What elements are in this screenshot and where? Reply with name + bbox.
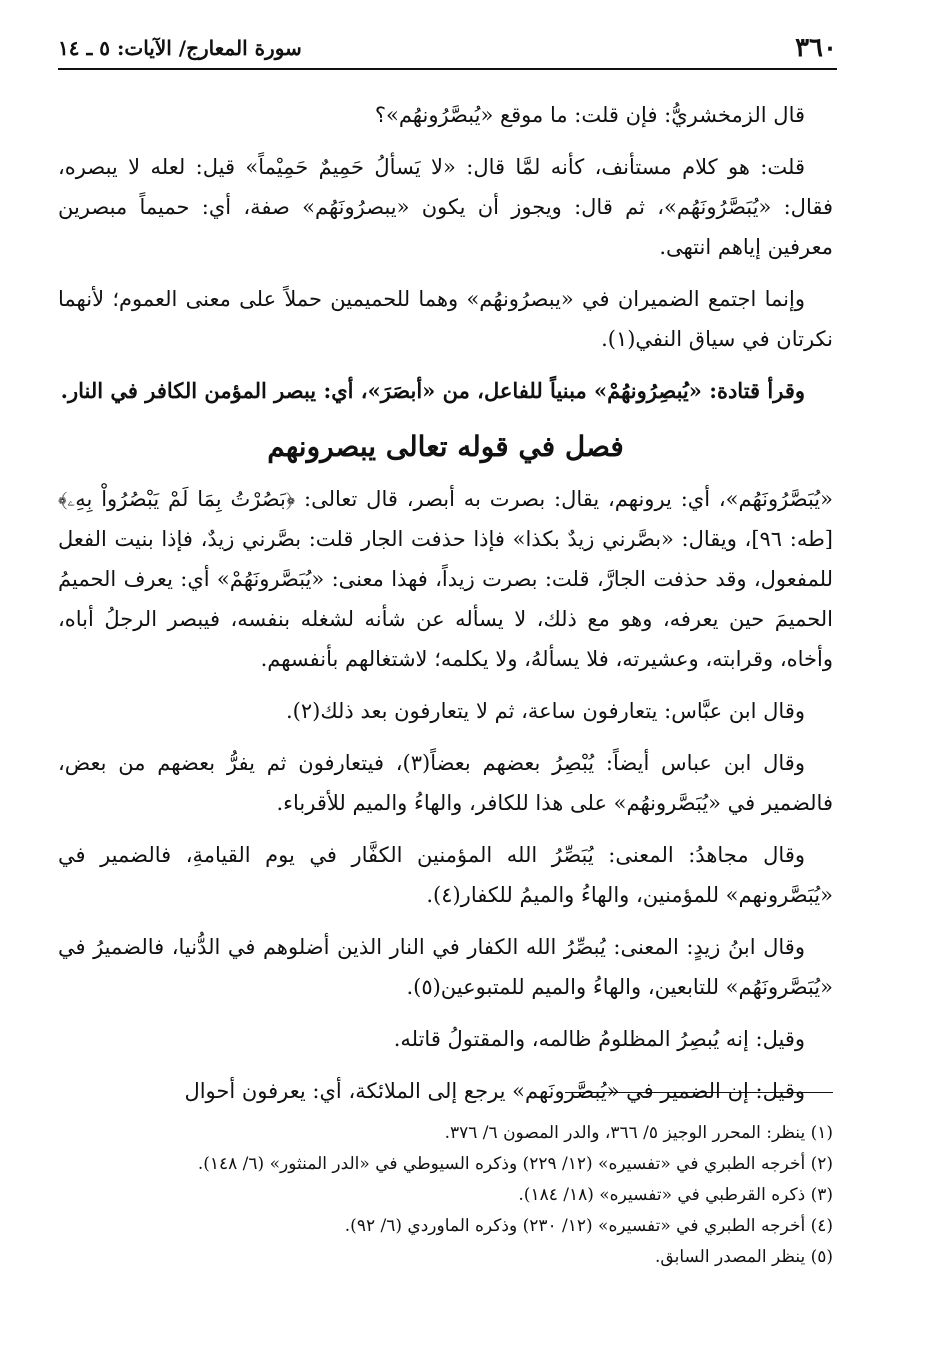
- paragraph-mujahid: وقال مجاهدُ: المعنى: يُبَصِّرُ الله المؤمنين الكفَّار في يوم القيامةِ، فالضمير في «يُبَصَّرونهم» للمؤمنين، والهاءُ والميمُ للكفار(٤).: [58, 843, 833, 907]
- paragraph-ibn-abbas-2: وقال ابن عباس أيضاً: يُبْصِرُ بعضهم بعضاً(٣)، فيتعارفون ثم يفرُّ بعضهم من بعض، فالضمير في «يُبَصَّرونهُم» على هذا للكافر، والهاءُ والميم للأقرباء.: [58, 751, 833, 815]
- footnote-3: (٣) ذكره القرطبي في «تفسيره» (١٨/ ١٨٤).: [518, 1185, 833, 1205]
- paragraph-pronouns: وإنما اجتمع الضميران في «يبصرُونهُم» وهما للحميمين حملاً على معنى العموم؛ لأنهما نكرتان في سياق النفي(١).: [58, 287, 833, 351]
- footnote-separator: [565, 1092, 833, 1093]
- paragraph-answer: قلت: هو كلام مستأنف، كأنه لمَّا قال: «لا يَسألُ حَمِيمٌ حَمِيْماً» قيل: لعله لا يبصره، فقال: «يُبَصَّرُونَهُم»، ثم قال: ويجوز أن يكون «يبصرُونَهُم» صفة، أي: حميماً مبصرين معرفين إياهم انتهى.: [58, 155, 833, 259]
- paragraph-ibn-abbas-1: وقال ابن عبَّاس: يتعارفون ساعة، ثم لا يتعارفون بعد ذلك(٢).: [285, 699, 805, 723]
- page-body: [58, 95, 833, 1123]
- paragraph-zamakhshari: قال الزمخشريُّ: فإن قلت: ما موقع «يُبصَّرُونهُم»؟: [374, 103, 805, 127]
- page-number: ٣٦٠: [795, 33, 837, 63]
- page-header: [58, 28, 837, 70]
- paragraph-oppressed: وقيل: إنه يُبصِرُ المظلومُ ظالمه، والمقتولُ قاتله.: [393, 1027, 805, 1051]
- footnote-5: (٥) ينظر المصدر السابق.: [655, 1247, 833, 1267]
- running-title: سورة المعارج/ الآيات: ٥ ـ ١٤: [58, 36, 302, 60]
- footnote-4: (٤) أخرجه الطبري في «تفسيره» (١٢/ ٢٣٠) وذكره الماوردي (٦/ ٩٢).: [344, 1216, 833, 1236]
- paragraph-ibn-zayd: وقال ابنُ زيدٍ: المعنى: يُبصِّرُ الله الكفار في النار الذين أضلوهم في الدُّنيا، فالضميرُ في «يُبَصَّرونَهُم» للتابعين، والهاءُ والميم للمتبوعين(٥).: [58, 935, 833, 999]
- footnote-2: (٢) أخرجه الطبري في «تفسيره» (١٢/ ٢٢٩) وذكره السيوطي في «الدر المنثور» (٦/ ١٤٨).: [197, 1154, 833, 1174]
- paragraph-angels: وقيل: إن الضمير في «يُبصَّرونَهم» يرجع إلى الملائكة، أي: يعرفون أحوال: [184, 1079, 805, 1103]
- footnote-1: (١) ينظر: المحرر الوجيز ٥/ ٣٦٦، والدر المصون ٦/ ٣٧٦.: [444, 1123, 833, 1143]
- paragraph-meaning: «يُبَصَّرُونَهُم»، أي: يرونهم، يقال: بصرت به أبصر، قال تعالى: ﴿بَصُرْتُ بِمَا لَمْ يَبْصُرُواْ بِهِۦ﴾ [طه: ٩٦]، ويقال: «بصَّرني زيدٌ بكذا» فإذا حذفت الجار قلت: بصَّرني زيدٌ، فإذا بنيت الفعل للمفعول، وقد حذفت الجارَّ، قلت: بصرت زيداً، فهذا معنى: «يُبَصَّرونَهُمْ» أي: يعرف الحميمُ الحميمَ حين يعرفه، وهو مع ذلك، لا يسأله عن شأنه لشغله بنفسه، فيبصر الرجلُ أباه، وأخاه، وقرابته، وعشيرته، فلا يسألهُ، ولا يكلمه؛ لاشتغالهم بأنفسهم.: [58, 487, 833, 671]
- section-heading: فصل في قوله تعالى يبصرونهم: [267, 430, 624, 463]
- paragraph-qatada-reading: وقرأ قتادة: «يُبصِرُونهُمْ» مبنياً للفاعل، من «أبصَرَ»، أي: يبصر المؤمن الكافر في النار.: [60, 378, 805, 403]
- footnotes: [58, 1118, 833, 1273]
